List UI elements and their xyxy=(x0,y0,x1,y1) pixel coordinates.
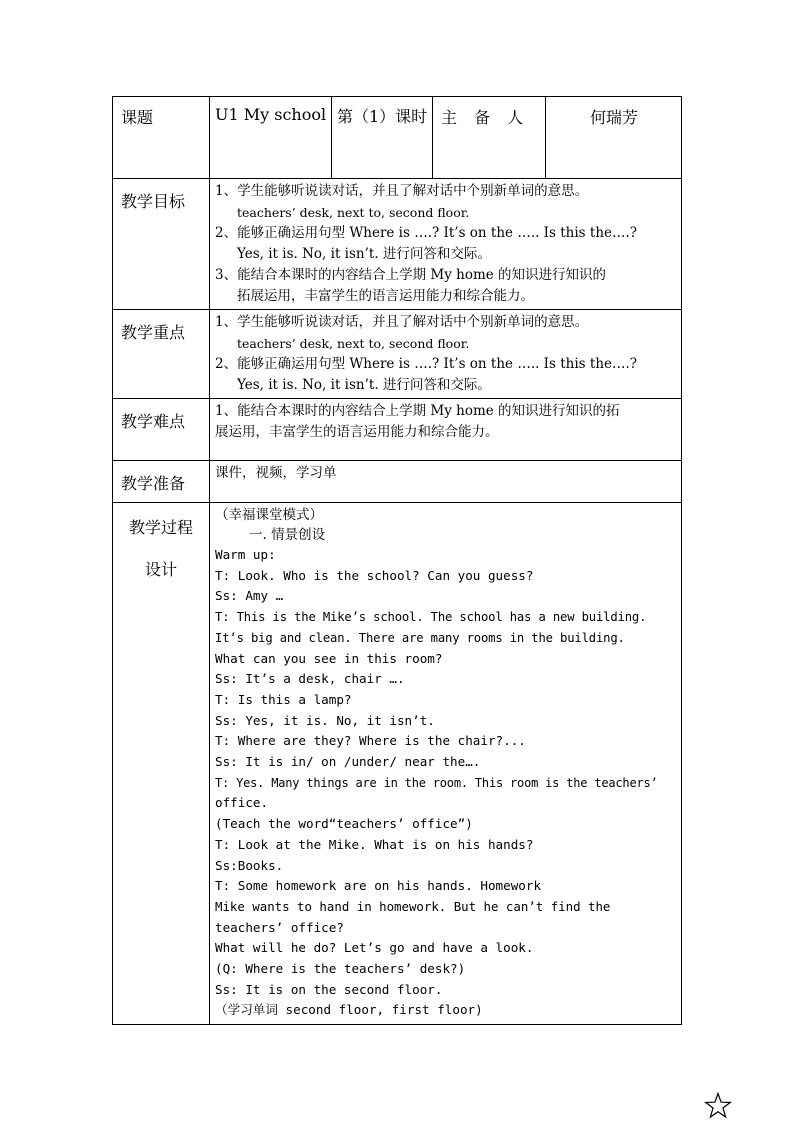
process-line: T: Yes. Many things are in the room. This room is the teachers’ xyxy=(215,775,658,790)
process-line: Mike wants to hand in homework. But he can’t find the xyxy=(215,898,611,914)
objective-line: 3、能结合本课时的内容结合上学期 My home 的知识进行知识的 xyxy=(215,267,607,283)
process-line: Ss: It is in/ on /under/ near the…. xyxy=(215,754,481,770)
preparer-name: 何瑞芳 xyxy=(546,97,682,179)
process-line: It’s big and clean. There are many rooms in the building. xyxy=(215,630,625,645)
difficulties-content xyxy=(210,399,682,461)
preparer-label: 主 备 人 xyxy=(433,97,546,179)
process-mode: （幸福课堂模式） xyxy=(215,507,323,523)
key-point-line: Yes, it is. No, it isn’t. 进行问答和交际。 xyxy=(237,377,491,393)
process-line: Ss: Amy … xyxy=(215,588,284,604)
process-line: (Q: Where is the teachers’ desk?) xyxy=(215,961,466,977)
difficulties-label: 教学难点 xyxy=(113,399,210,461)
process-label-line-2: 设计 xyxy=(144,560,177,579)
process-label-line-1: 教学过程 xyxy=(128,518,193,537)
process-content xyxy=(210,503,682,1025)
difficulty-line: 1、能结合本课时的内容结合上学期 My home 的知识进行知识的拓 xyxy=(215,403,620,419)
lesson-number: 第（1）课时 xyxy=(332,97,433,179)
objectives-label: 教学目标 xyxy=(113,179,210,310)
process-line: （学习单词 second floor, first floor) xyxy=(215,1002,483,1018)
process-line: Ss: Yes, it is. No, it isn’t. xyxy=(215,712,435,728)
process-line: T: This is the Mike’s school. The school has a new building. xyxy=(215,610,647,625)
process-line: What will he do? Let’s go and have a look. xyxy=(215,940,534,956)
process-line: T: Look at the Mike. What is on his hands? xyxy=(215,836,534,852)
objective-line: Yes, it is. No, it isn’t. 进行问答和交际。 xyxy=(237,246,491,262)
star-outline-icon xyxy=(704,1092,732,1120)
process-line: T: Some homework are on his hands. Homework xyxy=(215,878,542,894)
process-line: Ss: It is on the second floor. xyxy=(215,981,443,997)
process-line: Warm up: xyxy=(215,547,276,562)
process-line: T: Look. Who is the school? Can you guess? xyxy=(215,567,534,583)
key-point-line: 2、能够正确运用句型 Where is ….? It’s on the ….. Is this the….? xyxy=(215,356,638,372)
preparation-content: 课件，视频，学习单 xyxy=(210,461,682,503)
key-points-label: 教学重点 xyxy=(113,310,210,399)
preparation-row xyxy=(113,461,682,503)
difficulties-row xyxy=(113,399,682,461)
header-row xyxy=(113,97,682,179)
process-label xyxy=(113,503,210,1025)
process-line: T: Is this a lamp? xyxy=(215,691,352,707)
objectives-row xyxy=(113,179,682,310)
objective-line: 1、学生能够听说读对话，并且了解对话中个别新单词的意思。 xyxy=(215,183,589,199)
process-line: (Teach the word“teachers’ office”) xyxy=(215,816,473,832)
process-line: office. xyxy=(215,795,269,811)
key-point-line: teachers’ desk, next to, second floor. xyxy=(237,336,470,351)
process-line: T: Where are they? Where is the chair?... xyxy=(215,733,526,749)
process-line: Ss:Books. xyxy=(215,857,284,873)
objective-line: teachers’ desk, next to, second floor. xyxy=(237,205,470,220)
objectives-content xyxy=(210,179,682,310)
key-point-line: 1、学生能够听说读对话，并且了解对话中个别新单词的意思。 xyxy=(215,314,589,330)
unit-title: U1 My school xyxy=(210,97,332,179)
lesson-plan-table xyxy=(112,96,682,1025)
topic-label: 课题 xyxy=(113,97,210,179)
process-line: teachers’ office? xyxy=(215,919,344,935)
objective-line: 拓展运用，丰富学生的语言运用能力和综合能力。 xyxy=(237,288,534,304)
process-line: What can you see in this room? xyxy=(215,650,443,666)
process-row xyxy=(113,503,682,1025)
process-section-title: 一. 情景创设 xyxy=(249,527,326,543)
preparation-label: 教学准备 xyxy=(113,461,210,503)
process-line: Ss: It’s a desk, chair …. xyxy=(215,671,405,687)
objective-line: 2、能够正确运用句型 Where is ….? It’s on the ….. Is this the….? xyxy=(215,225,638,241)
key-points-content xyxy=(210,310,682,399)
difficulty-line: 展运用，丰富学生的语言运用能力和综合能力。 xyxy=(215,424,499,440)
key-points-row xyxy=(113,310,682,399)
